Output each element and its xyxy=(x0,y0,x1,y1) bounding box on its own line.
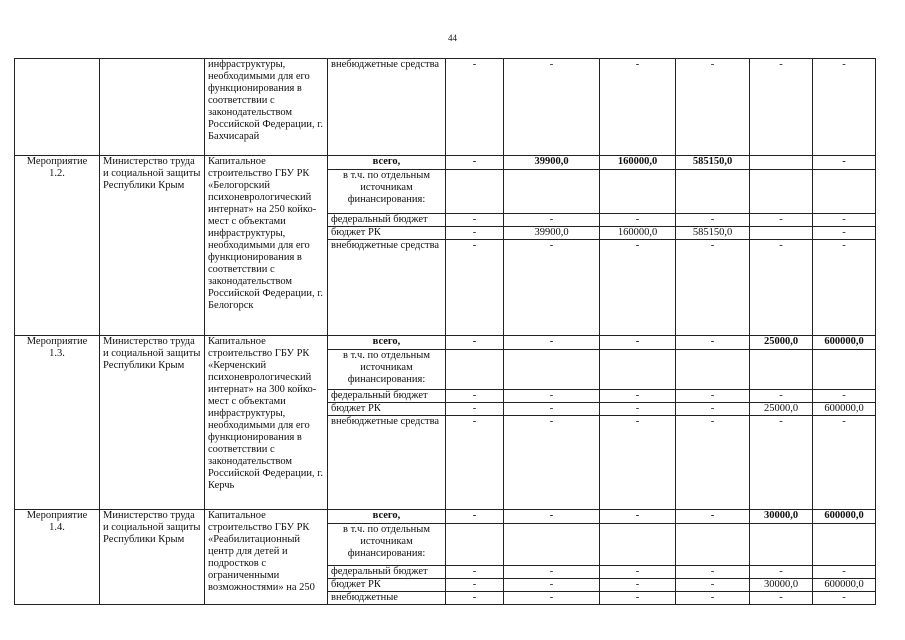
value-cell: - xyxy=(600,214,676,227)
value-cell: - xyxy=(446,390,504,403)
value-cell: - xyxy=(600,336,676,350)
organization-cell xyxy=(100,59,205,156)
source-extra: внебюджетные xyxy=(328,592,446,605)
description-cell: Капитальное строительство ГБУ РК «Керченский психоневрологический интернат» на 300 койко-мест с объектами инфраструктуры, необходимыми для его функционирования в соответствии с законодательством Российской Федерации, г. Керчь xyxy=(205,336,328,510)
value-cell: - xyxy=(504,240,600,336)
value-cell: - xyxy=(676,510,750,524)
table-row-m12-total xyxy=(15,156,876,170)
source-rk: бюджет РК xyxy=(328,227,446,240)
value-cell: - xyxy=(750,566,813,579)
source-federal: федеральный бюджет xyxy=(328,390,446,403)
event-id-cell: Мероприятие 1.2. xyxy=(15,156,100,336)
value-cell: - xyxy=(600,390,676,403)
value-cell: - xyxy=(600,592,676,605)
value-cell: - xyxy=(676,390,750,403)
value-cell: 585150,0 xyxy=(676,156,750,170)
value-cell: - xyxy=(446,403,504,416)
source-total: всего, xyxy=(328,336,446,350)
value-cell: 39900,0 xyxy=(504,156,600,170)
event-id-cell: Мероприятие 1.3. xyxy=(15,336,100,510)
value-cell: - xyxy=(446,214,504,227)
value-cell: - xyxy=(813,227,876,240)
value-cell xyxy=(750,156,813,170)
value-cell: - xyxy=(676,579,750,592)
value-cell: - xyxy=(750,416,813,510)
source-extra: внебюджетные средства xyxy=(328,416,446,510)
value-cell: - xyxy=(600,416,676,510)
value-cell: - xyxy=(504,579,600,592)
value-cell: - xyxy=(813,240,876,336)
event-id-cell: Мероприятие 1.4. xyxy=(15,510,100,605)
value-cell: - xyxy=(446,240,504,336)
value-cell: - xyxy=(813,592,876,605)
source-incl: в т.ч. по отдельным источникам финансирования: xyxy=(328,170,446,214)
value-cell: - xyxy=(504,390,600,403)
value-cell: - xyxy=(676,59,750,156)
value-cell: 600000,0 xyxy=(813,579,876,592)
source-federal: федеральный бюджет xyxy=(328,214,446,227)
value-cell: - xyxy=(600,510,676,524)
source-incl: в т.ч. по отдельным источникам финансирования: xyxy=(328,350,446,390)
value-cell: - xyxy=(446,510,504,524)
value-cell xyxy=(750,227,813,240)
value-cell: - xyxy=(446,579,504,592)
value-cell: - xyxy=(750,390,813,403)
table-row-m14-total xyxy=(15,510,876,524)
value-cell: - xyxy=(676,416,750,510)
value-cell: - xyxy=(600,240,676,336)
value-cell: 30000,0 xyxy=(750,579,813,592)
value-cell: - xyxy=(750,214,813,227)
value-cell: - xyxy=(446,156,504,170)
value-cell: - xyxy=(600,579,676,592)
value-cell: - xyxy=(676,592,750,605)
value-cell: - xyxy=(600,59,676,156)
value-cell: 600000,0 xyxy=(813,510,876,524)
value-cell: 600000,0 xyxy=(813,403,876,416)
source-extra: внебюджетные средства xyxy=(328,240,446,336)
value-cell: - xyxy=(750,59,813,156)
value-cell: - xyxy=(446,59,504,156)
value-cell: - xyxy=(504,59,600,156)
value-cell: - xyxy=(504,214,600,227)
source-rk: бюджет РК xyxy=(328,403,446,416)
description-cell: Капитальное строительство ГБУ РК «Реабилитационный центр для детей и подростков с ограниченными возможностями» на 250 xyxy=(205,510,328,605)
value-cell: - xyxy=(600,403,676,416)
value-cell: - xyxy=(813,390,876,403)
value-cell: - xyxy=(813,59,876,156)
value-cell: - xyxy=(446,336,504,350)
value-cell: - xyxy=(813,566,876,579)
value-cell: - xyxy=(676,214,750,227)
value-cell: - xyxy=(504,592,600,605)
value-cell: 30000,0 xyxy=(750,510,813,524)
table-row-m13-total xyxy=(15,336,876,350)
source-federal: федеральный бюджет xyxy=(328,566,446,579)
value-cell: - xyxy=(676,240,750,336)
source-extra: внебюджетные средства xyxy=(328,59,446,156)
source-incl: в т.ч. по отдельным источникам финансирования: xyxy=(328,524,446,566)
value-cell: 39900,0 xyxy=(504,227,600,240)
value-cell: 160000,0 xyxy=(600,227,676,240)
value-cell: 600000,0 xyxy=(813,336,876,350)
page-number: 44 xyxy=(448,33,457,43)
value-cell: - xyxy=(600,566,676,579)
value-cell: - xyxy=(676,336,750,350)
value-cell: 160000,0 xyxy=(600,156,676,170)
value-cell: - xyxy=(813,416,876,510)
value-cell: - xyxy=(504,566,600,579)
value-cell: - xyxy=(750,592,813,605)
value-cell: - xyxy=(813,156,876,170)
value-cell: - xyxy=(446,566,504,579)
value-cell: - xyxy=(504,403,600,416)
value-cell: 25000,0 xyxy=(750,336,813,350)
value-cell: - xyxy=(676,566,750,579)
source-total: всего, xyxy=(328,510,446,524)
value-cell: - xyxy=(813,214,876,227)
value-cell: - xyxy=(750,240,813,336)
value-cell: 25000,0 xyxy=(750,403,813,416)
description-cell: инфраструктуры, необходимыми для его функционирования в соответствии с законодательством Российской Федерации, г. Бахчисарай xyxy=(205,59,328,156)
value-cell: - xyxy=(504,336,600,350)
value-cell: - xyxy=(446,592,504,605)
value-cell: - xyxy=(504,510,600,524)
value-cell: - xyxy=(446,416,504,510)
value-cell: - xyxy=(676,403,750,416)
value-cell: - xyxy=(504,416,600,510)
table-row-continuation xyxy=(15,59,876,156)
value-cell: 585150,0 xyxy=(676,227,750,240)
event-id-cell xyxy=(15,59,100,156)
organization-cell: Министерство труда и социальной защиты Республики Крым xyxy=(100,336,205,510)
source-rk: бюджет РК xyxy=(328,579,446,592)
financing-table xyxy=(14,58,876,605)
description-cell: Капитальное строительство ГБУ РК «Белогорский психоневрологический интернат» на 250 койко-мест с объектами инфраструктуры, необходимыми для его функционирования в соответствии с законодательством Российской Федерации, г. Белогорск xyxy=(205,156,328,336)
value-cell: - xyxy=(446,227,504,240)
organization-cell: Министерство труда и социальной защиты Республики Крым xyxy=(100,510,205,605)
source-total: всего, xyxy=(328,156,446,170)
organization-cell: Министерство труда и социальной защиты Республики Крым xyxy=(100,156,205,336)
